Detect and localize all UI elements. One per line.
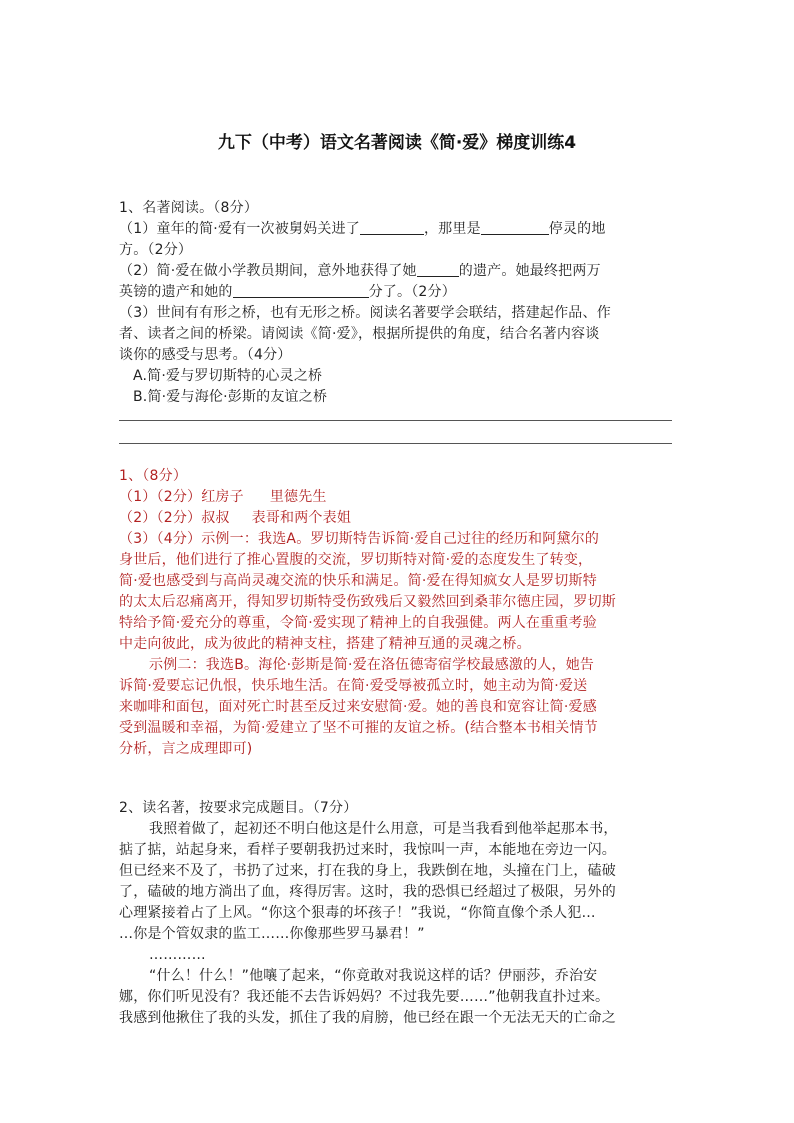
text-span: （2）（2分）叔叔 <box>119 510 230 526</box>
passage-line: 娜，你们听见没有？我还能不去告诉妈妈？不过我先要……”他朝我直扑过来。 <box>119 989 610 1005</box>
passage-line: 但已经来不及了，书扔了过来，打在我的身上，我跌倒在地，头撞在门上，磕破 <box>119 863 616 879</box>
passage-ellipsis: ………… <box>149 947 206 963</box>
question-1 <box>119 198 679 408</box>
answer-blank[interactable] <box>233 283 369 298</box>
text-span: （1）童年的简·爱有一次被舅妈关进了 <box>119 221 360 237</box>
passage-line: 了，磕破的地方淌出了血，疼得厉害。这时，我的恐惧已经超过了极限，另外的 <box>119 884 616 900</box>
option-a: A.简·爱与罗切斯特的心灵之桥 <box>133 368 323 384</box>
question-1-part-1 <box>119 219 679 240</box>
answer-1-example-2-line: 诉简·爱要忘记仇恨，快乐地生活。在简·爱受辱被孤立时，她主动为简·爱送 <box>119 678 588 694</box>
answer-blank[interactable] <box>360 220 424 235</box>
text-span: ，那里是 <box>423 221 481 237</box>
text-span: 表哥和两个表姐 <box>251 510 352 526</box>
question-2-heading: 2、读名著，按要求完成题目。（7分） <box>119 800 358 816</box>
passage-line: 掂了掂，站起身来，看样子要朝我扔过来时，我惊叫一声，本能地在旁边一闪。 <box>119 842 616 858</box>
answer-1-part-3-line: 简·爱也感受到与高尚灵魂交流的快乐和满足。简·爱在得知疯女人是罗切斯特 <box>119 573 597 589</box>
text-span: 英镑的遗产和她的 <box>119 284 233 300</box>
answer-1-part-3-line: 特给予简·爱充分的尊重，令简·爱实现了精神上的自我强健。两人在重重考验 <box>119 615 597 631</box>
question-1-part-3-line: 者、读者之间的桥梁。请阅读《简·爱》，根据所提供的角度，结合名著内容谈 <box>119 326 600 342</box>
question-1-part-1-cont: 方。（2分） <box>119 242 193 258</box>
answer-1-part-2 <box>119 508 679 529</box>
answer-1-example-2-line: 分析，言之成理即可) <box>119 741 253 757</box>
text-span: 里德先生 <box>269 489 327 505</box>
answer-1-part-1 <box>119 487 679 508</box>
answer-blank[interactable] <box>417 262 459 277</box>
passage-line: 心理紧接着占了上风。“你这个狠毒的坏孩子！”我说，“你简直像个杀人犯… <box>119 905 596 921</box>
question-1-heading: 1、名著阅读。（8分） <box>119 200 259 216</box>
answer-1-example-2-line: 来咖啡和面包，面对死亡时甚至反过来安慰简·爱。她的善良和宽容让简·爱感 <box>119 699 597 715</box>
passage-line: …你是个管奴隶的监工……你像那些罗马暴君！” <box>119 926 425 942</box>
answer-1-part-3-line: 中走向彼此，成为彼此的精神支柱，搭建了精神互通的灵魂之桥。 <box>119 636 531 652</box>
text-span: （1）（2分）红房子 <box>119 489 244 505</box>
answer-blank[interactable] <box>481 220 549 235</box>
text-span: 的遗产。她最终把两万 <box>458 263 601 279</box>
answer-line[interactable] <box>119 443 672 444</box>
passage-line: “什么！什么！”他嚷了起来，“你竟敢对我说这样的话？伊丽莎，乔治安 <box>149 968 598 984</box>
answer-line[interactable] <box>119 420 672 421</box>
answer-1-example-2-line: 示例二：我选B。海伦·彭斯是简·爱在洛伍德寄宿学校最感激的人，她告 <box>149 657 595 673</box>
text-span: （2）简·爱在做小学教员期间，意外地获得了她 <box>119 263 417 279</box>
answer-1-part-3-line: （3）（4分）示例一：我选A。罗切斯特告诉简·爱自己过往的经历和阿黛尔的 <box>119 531 600 547</box>
text-span: 分了。（2分） <box>368 284 456 300</box>
question-1-part-3-line: （3）世间有有形之桥，也有无形之桥。阅读名著要学会联结，搭建起作品、作 <box>119 305 611 321</box>
answer-1-part-3-line: 身世后，他们进行了推心置腹的交流，罗切斯特对简·爱的态度发生了转变， <box>119 552 593 568</box>
question-1-part-3-line: 谈你的感受与思考。（4分） <box>119 347 292 363</box>
question-1-part-2 <box>119 261 679 282</box>
answer-1-heading: 1、（8分） <box>119 468 188 484</box>
answer-1-example-2-line: 受到温暖和幸福，为简·爱建立了坚不可摧的友谊之桥。(结合整本书相关情节 <box>119 720 598 736</box>
answer-1-part-3-line: 的太太后忍痛离开，得知罗切斯特受伤致残后又毅然回到桑菲尔德庄园，罗切斯 <box>119 594 616 610</box>
passage-line: 我照着做了，起初还不明白他这是什么用意，可是当我看到他举起那本书， <box>149 821 618 837</box>
option-b: B.简·爱与海伦·彭斯的友谊之桥 <box>133 389 328 405</box>
question-2 <box>119 798 679 1029</box>
text-span: 停灵的地 <box>548 221 606 237</box>
page-title: 九下（中考）语文名著阅读《简·爱》梯度训练4 <box>217 133 577 153</box>
question-1-part-2-cont <box>119 282 679 303</box>
passage-line: 我感到他揪住了我的头发，抓住了我的肩膀，他已经在跟一个无法无天的亡命之 <box>119 1010 616 1026</box>
answer-1 <box>119 466 679 760</box>
